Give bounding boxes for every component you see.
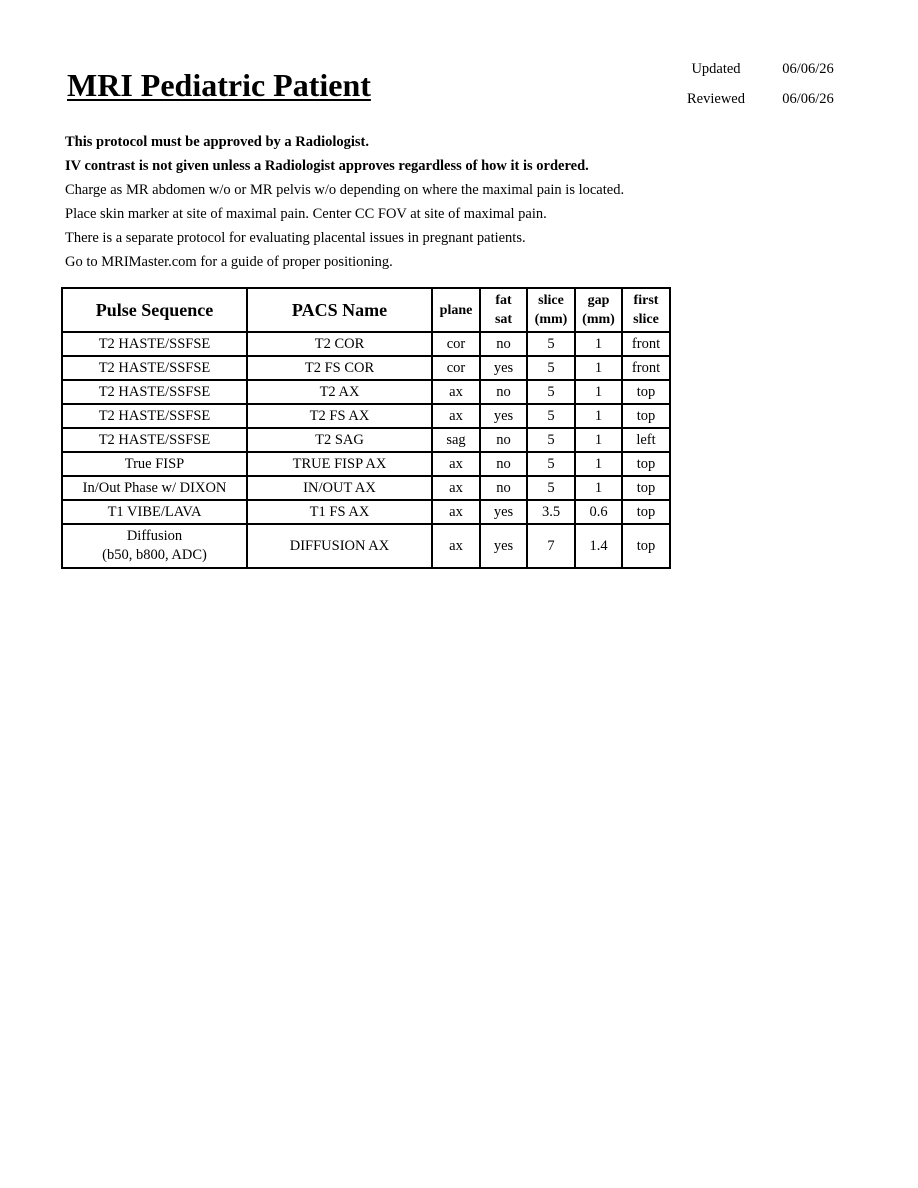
cell-slice: 5 [527, 428, 575, 452]
cell-plane: ax [432, 500, 480, 524]
cell-pacs-name: T2 COR [247, 332, 432, 356]
cell-fat-sat: yes [480, 356, 527, 380]
table-row [62, 356, 670, 380]
cell-first-slice: top [622, 404, 670, 428]
cell-pulse-sequence-line2: (b50, b800, ADC) [102, 547, 207, 563]
cell-pacs-name: DIFFUSION AX [247, 524, 432, 568]
cell-slice: 5 [527, 332, 575, 356]
table-row [62, 476, 670, 500]
cell-fat-sat: no [480, 428, 527, 452]
page-title: MRI Pediatric Patient [67, 67, 371, 103]
cell-slice: 3.5 [527, 500, 575, 524]
protocol-table [61, 287, 671, 569]
cell-first-slice: front [622, 332, 670, 356]
header-pacs-name: PACS Name [247, 288, 432, 332]
cell-fat-sat: yes [480, 524, 527, 568]
cell-first-slice: top [622, 500, 670, 524]
cell-fat-sat: no [480, 332, 527, 356]
header-slice-line2: (mm) [534, 312, 568, 327]
header-first-slice-line2: slice [633, 312, 659, 327]
cell-pulse-sequence: T1 VIBE/LAVA [62, 500, 247, 524]
cell-first-slice: top [622, 452, 670, 476]
table-row [62, 500, 670, 524]
cell-fat-sat: yes [480, 404, 527, 428]
reviewed-label: Reviewed [687, 91, 745, 107]
reviewed-date: 06/06/26 [782, 91, 834, 107]
table-row [62, 404, 670, 428]
table-row [62, 332, 670, 356]
updated-label: Updated [691, 61, 741, 77]
header-pulse-sequence: Pulse Sequence [62, 288, 247, 332]
table-row [62, 524, 670, 568]
cell-slice: 5 [527, 356, 575, 380]
cell-fat-sat: yes [480, 500, 527, 524]
table-row [62, 380, 670, 404]
cell-plane: ax [432, 380, 480, 404]
cell-plane: ax [432, 524, 480, 568]
table-row [62, 428, 670, 452]
cell-gap: 1 [575, 380, 622, 404]
cell-pulse-sequence [62, 524, 247, 568]
cell-pacs-name: TRUE FISP AX [247, 452, 432, 476]
cell-gap: 1.4 [575, 524, 622, 568]
cell-gap: 1 [575, 332, 622, 356]
header-slice-line1: slice [538, 293, 564, 308]
cell-slice: 5 [527, 476, 575, 500]
note-placental: There is a separate protocol for evaluating placental issues in pregnant patients. [65, 230, 526, 246]
cell-gap: 1 [575, 404, 622, 428]
cell-pulse-sequence: T2 HASTE/SSFSE [62, 332, 247, 356]
cell-pacs-name: T2 FS AX [247, 404, 432, 428]
note-positioning: Go to MRIMaster.com for a guide of proper positioning. [65, 254, 393, 270]
updated-row [676, 58, 848, 88]
cell-fat-sat: no [480, 476, 527, 500]
cell-plane: sag [432, 428, 480, 452]
header-gap-line1: gap [587, 293, 610, 308]
cell-first-slice: front [622, 356, 670, 380]
header-fat-sat-line1: fat [495, 293, 512, 308]
cell-first-slice: top [622, 524, 670, 568]
cell-pulse-sequence: T2 HASTE/SSFSE [62, 356, 247, 380]
cell-gap: 0.6 [575, 500, 622, 524]
note-charge: Charge as MR abdomen w/o or MR pelvis w/o depending on where the maximal pain is located. [65, 182, 625, 198]
reviewed-row [676, 88, 848, 118]
header-first-slice-line1: first [633, 293, 659, 308]
cell-gap: 1 [575, 452, 622, 476]
cell-fat-sat: no [480, 380, 527, 404]
cell-pacs-name: T2 FS COR [247, 356, 432, 380]
header-gap [575, 288, 622, 332]
cell-gap: 1 [575, 476, 622, 500]
cell-slice: 5 [527, 380, 575, 404]
table-header-row [62, 288, 670, 332]
cell-pulse-sequence: T2 HASTE/SSFSE [62, 404, 247, 428]
cell-pulse-sequence: T2 HASTE/SSFSE [62, 380, 247, 404]
updated-date: 06/06/26 [782, 61, 834, 77]
cell-pacs-name: T2 AX [247, 380, 432, 404]
cell-slice: 5 [527, 404, 575, 428]
cell-plane: cor [432, 356, 480, 380]
cell-first-slice: top [622, 476, 670, 500]
cell-slice: 5 [527, 452, 575, 476]
cell-plane: ax [432, 476, 480, 500]
cell-plane: cor [432, 332, 480, 356]
cell-slice: 7 [527, 524, 575, 568]
protocol-notes [65, 131, 624, 275]
note-approval: This protocol must be approved by a Radiologist. [65, 134, 370, 150]
cell-first-slice: left [622, 428, 670, 452]
cell-plane: ax [432, 452, 480, 476]
revision-dates [676, 58, 848, 118]
header-plane: plane [432, 288, 480, 332]
cell-pacs-name: T1 FS AX [247, 500, 432, 524]
cell-pulse-sequence: True FISP [62, 452, 247, 476]
header-gap-line2: (mm) [582, 312, 615, 327]
note-skin-marker: Place skin marker at site of maximal pain. Center CC FOV at site of maximal pain. [65, 206, 547, 222]
table-row [62, 452, 670, 476]
cell-gap: 1 [575, 356, 622, 380]
header-fat-sat [480, 288, 527, 332]
cell-pulse-sequence-line1: Diffusion [126, 528, 183, 544]
cell-pulse-sequence: In/Out Phase w/ DIXON [62, 476, 247, 500]
cell-pacs-name: IN/OUT AX [247, 476, 432, 500]
cell-plane: ax [432, 404, 480, 428]
header-fat-sat-line2: sat [494, 312, 513, 327]
cell-fat-sat: no [480, 452, 527, 476]
cell-pulse-sequence: T2 HASTE/SSFSE [62, 428, 247, 452]
cell-gap: 1 [575, 428, 622, 452]
cell-first-slice: top [622, 380, 670, 404]
header-slice [527, 288, 575, 332]
cell-pacs-name: T2 SAG [247, 428, 432, 452]
note-contrast: IV contrast is not given unless a Radiologist approves regardless of how it is ordered. [65, 158, 589, 174]
header-first-slice [622, 288, 670, 332]
